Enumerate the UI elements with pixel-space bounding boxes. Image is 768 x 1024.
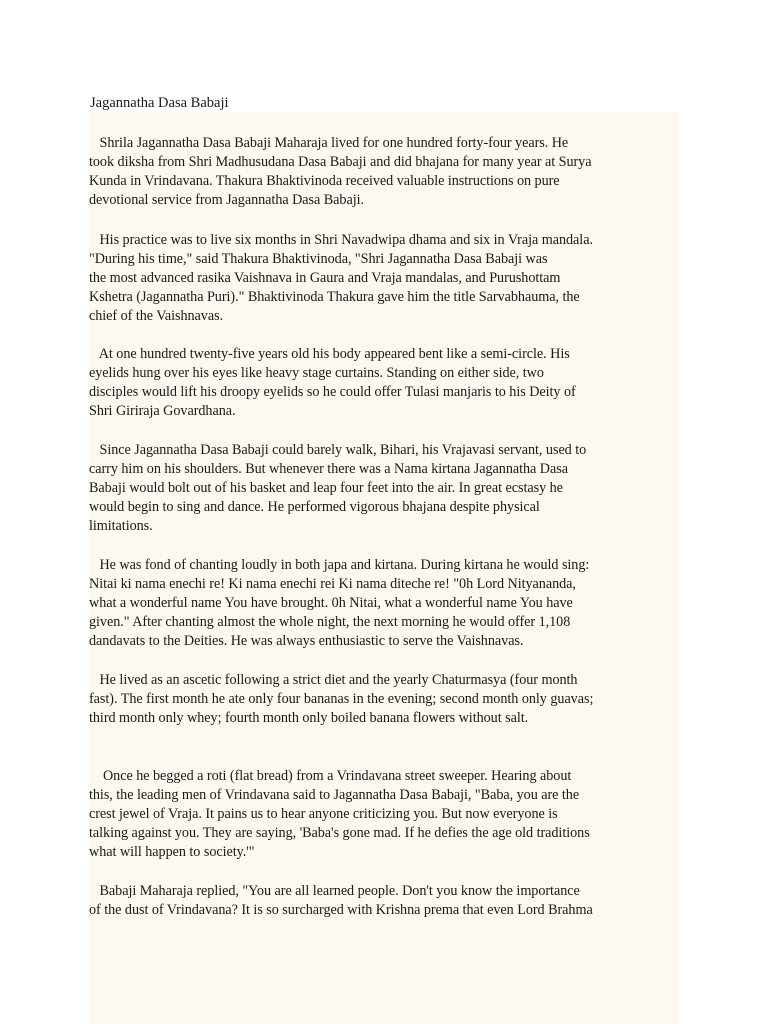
paragraph-2-line-2: "During his time," said Thakura Bhaktivinoda, "Shri Jagannatha Dasa Babaji was	[89, 251, 548, 267]
document-body	[89, 112, 678, 1024]
paragraph-2-line-1: His practice was to live six months in Shri Navadwipa dhama and six in Vraja mandala.	[89, 232, 593, 248]
paragraph-7-line-2: this, the leading men of Vrindavana said to Jagannatha Dasa Babaji, "Baba, you are the	[89, 787, 580, 803]
paragraph-3-line-3: disciples would lift his droopy eyelids so he could offer Tulasi manjaris to his Deity of	[89, 384, 576, 400]
paragraph-8-line-2: of the dust of Vrindavana? It is so surcharged with Krishna prema that even Lord Brahma	[89, 902, 593, 918]
paragraph-3-line-4: Shri Giriraja Govardhana.	[89, 403, 236, 419]
paragraph-4-line-4: would begin to sing and dance. He performed vigorous bhajana despite physical	[89, 499, 540, 515]
document-title: Jagannatha Dasa Babaji	[90, 95, 229, 111]
paragraph-3-line-1: At one hundred twenty-five years old his body appeared bent like a semi-circle. His	[89, 346, 570, 362]
paragraph-5-line-3: what a wonderful name You have brought. 0h Nitai, what a wonderful name You have	[89, 595, 573, 611]
paragraph-7-line-3: crest jewel of Vraja. It pains us to hear anyone criticizing you. But now everyone is	[89, 806, 558, 822]
paragraph-4-line-2: carry him on his shoulders. But whenever there was a Nama kirtana Jagannatha Dasa	[89, 461, 568, 477]
paragraph-8-line-1: Babaji Maharaja replied, "You are all learned people. Don't you know the importance	[89, 883, 580, 899]
paragraph-3-line-2: eyelids hung over his eyes like heavy stage curtains. Standing on either side, two	[89, 365, 544, 381]
paragraph-6-line-2: fast). The first month he ate only four bananas in the evening; second month only guavas;	[89, 691, 594, 707]
paragraph-4-line-5: limitations.	[89, 518, 153, 534]
paragraph-4-line-1: Since Jagannatha Dasa Babaji could barely walk, Bihari, his Vrajavasi servant, used to	[89, 442, 587, 458]
paragraph-7-line-5: what will happen to society.'"	[89, 844, 255, 860]
paragraph-7-line-4: talking against you. They are saying, 'Baba's gone mad. If he defies the age old traditions	[89, 825, 590, 841]
paragraph-4-line-3: Babaji would bolt out of his basket and leap four feet into the air. In great ecstasy he	[89, 480, 563, 496]
paragraph-6-line-1: He lived as an ascetic following a strict diet and the yearly Chaturmasya (four month	[89, 672, 578, 688]
paragraph-5-line-4: given." After chanting almost the whole night, the next morning he would offer 1,108	[89, 614, 571, 630]
paragraph-2-line-5: chief of the Vaishnavas.	[89, 308, 224, 324]
paragraph-1-line-3: Kunda in Vrindavana. Thakura Bhaktivinoda received valuable instructions on pure	[89, 173, 560, 189]
paragraph-5-line-5: dandavats to the Deities. He was always enthusiastic to serve the Vaishnavas.	[89, 633, 524, 649]
paragraph-1-line-4: devotional service from Jagannatha Dasa Babaji.	[89, 192, 364, 208]
paragraph-5-line-1: He was fond of chanting loudly in both japa and kirtana. During kirtana he would sing:	[89, 557, 590, 573]
paragraph-6-line-3: third month only whey; fourth month only boiled banana flowers without salt.	[89, 710, 529, 726]
paragraph-7-line-1: Once he begged a roti (flat bread) from a Vrindavana street sweeper. Hearing about	[89, 768, 572, 784]
paragraph-5-line-2: Nitai ki nama enechi re! Ki nama enechi rei Ki nama diteche re! "0h Lord Nityananda,	[89, 576, 576, 592]
paragraph-2-line-4: Kshetra (Jagannatha Puri)." Bhaktivinoda Thakura gave him the title Sarvabhauma, the	[89, 289, 580, 305]
paragraph-1-line-2: took diksha from Shri Madhusudana Dasa Babaji and did bhajana for many year at Surya	[89, 154, 592, 170]
paragraph-2-line-3: the most advanced rasika Vaishnava in Gaura and Vraja mandalas, and Purushottam	[89, 270, 561, 286]
paragraph-1-line-1: Shrila Jagannatha Dasa Babaji Maharaja lived for one hundred forty-four years. He	[89, 135, 569, 151]
